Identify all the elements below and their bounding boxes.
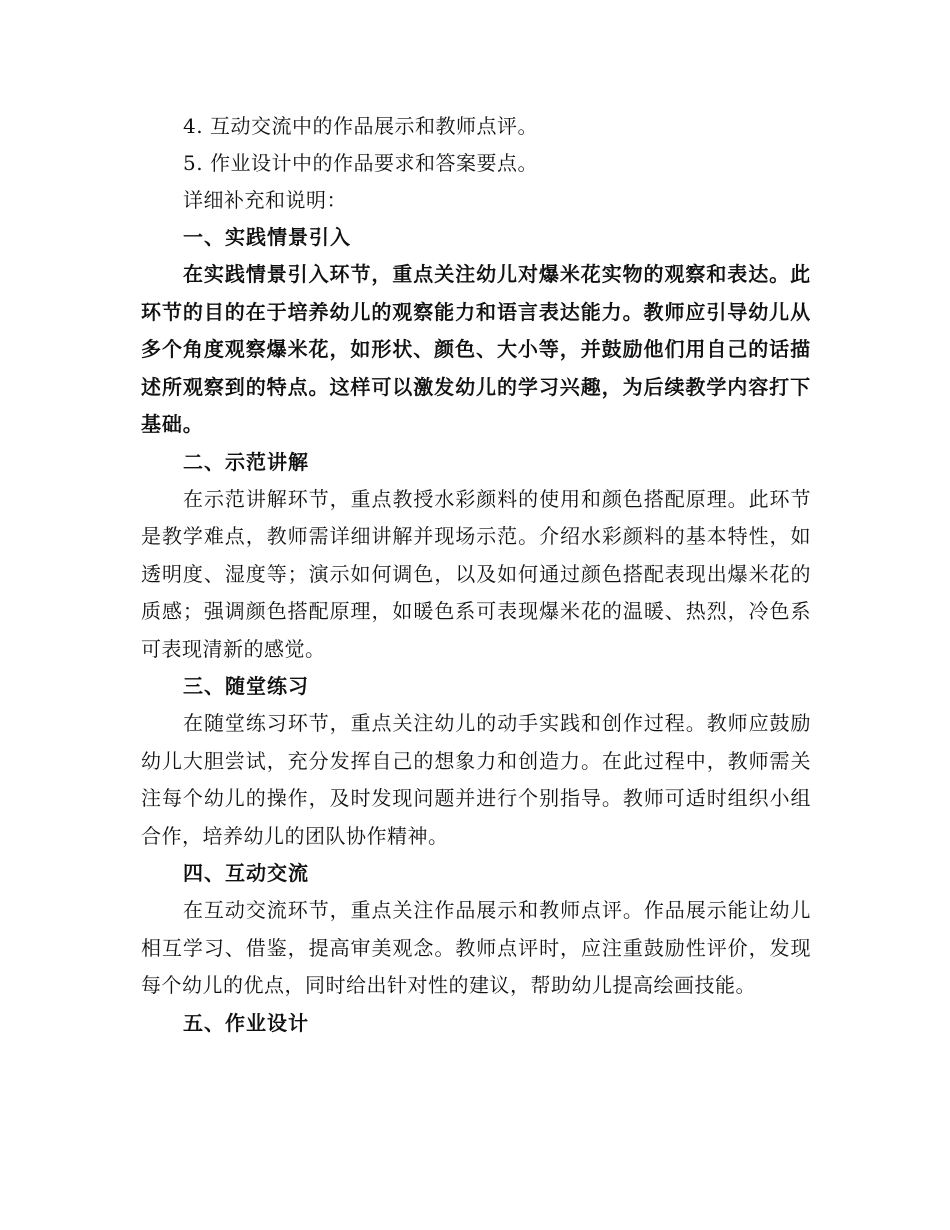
supplement-title: 详细补充和说明： [183, 188, 347, 212]
section-body-2: 在示范讲解环节，重点教授水彩颜料的使用和颜色搭配原理。此环节是教学难点，教师需详细讲解并现场示范。介绍水彩颜料的基本特性，如透明度、湿度等；演示如何调色，以及如何通过颜色搭配表现出爆米花的质感；强调颜色搭配原理，如暖色系可表现爆米花的温暖、热烈，冷色系可表现清新的感觉。 [141, 486, 811, 661]
list-item-4: 4. 互动交流中的作品展示和教师点评。 [183, 114, 538, 138]
section-body-1: 在实践情景引入环节，重点关注幼儿对爆米花实物的观察和表达。此环节的目的在于培养幼儿的观察能力和语言表达能力。教师应引导幼儿从多个角度观察爆米花，如形状、颜色、大小等，并鼓励他们用自己的话描述所观察到的特点。这样可以激发幼儿的学习兴趣，为后续教学内容打下基础。 [141, 262, 811, 436]
section-heading-4: 四、互动交流 [183, 861, 309, 885]
list-item-5: 5. 作业设计中的作品要求和答案要点。 [183, 151, 538, 175]
section-heading-2: 二、示范讲解 [183, 449, 309, 474]
document-content [141, 108, 811, 1042]
section-body-3: 在随堂练习环节，重点关注幼儿的动手实践和创作过程。教师应鼓励幼儿大胆尝试，充分发挥自己的想象力和创造力。在此过程中，教师需关注每个幼儿的操作，及时发现问题并进行个别指导。教师可适时组织小组合作，培养幼儿的团队协作精神。 [141, 711, 811, 848]
section-heading-1: 一、实践情景引入 [183, 225, 351, 249]
section-heading-3: 三、随堂练习 [183, 674, 309, 698]
section-body-4: 在互动交流环节，重点关注作品展示和教师点评。作品展示能让幼儿相互学习、借鉴，提高审美观念。教师点评时，应注重鼓励性评价，发现每个幼儿的优点，同时给出针对性的建议，帮助幼儿提高绘画技能。 [141, 898, 811, 997]
section-heading-5: 五、作业设计 [183, 1010, 309, 1035]
